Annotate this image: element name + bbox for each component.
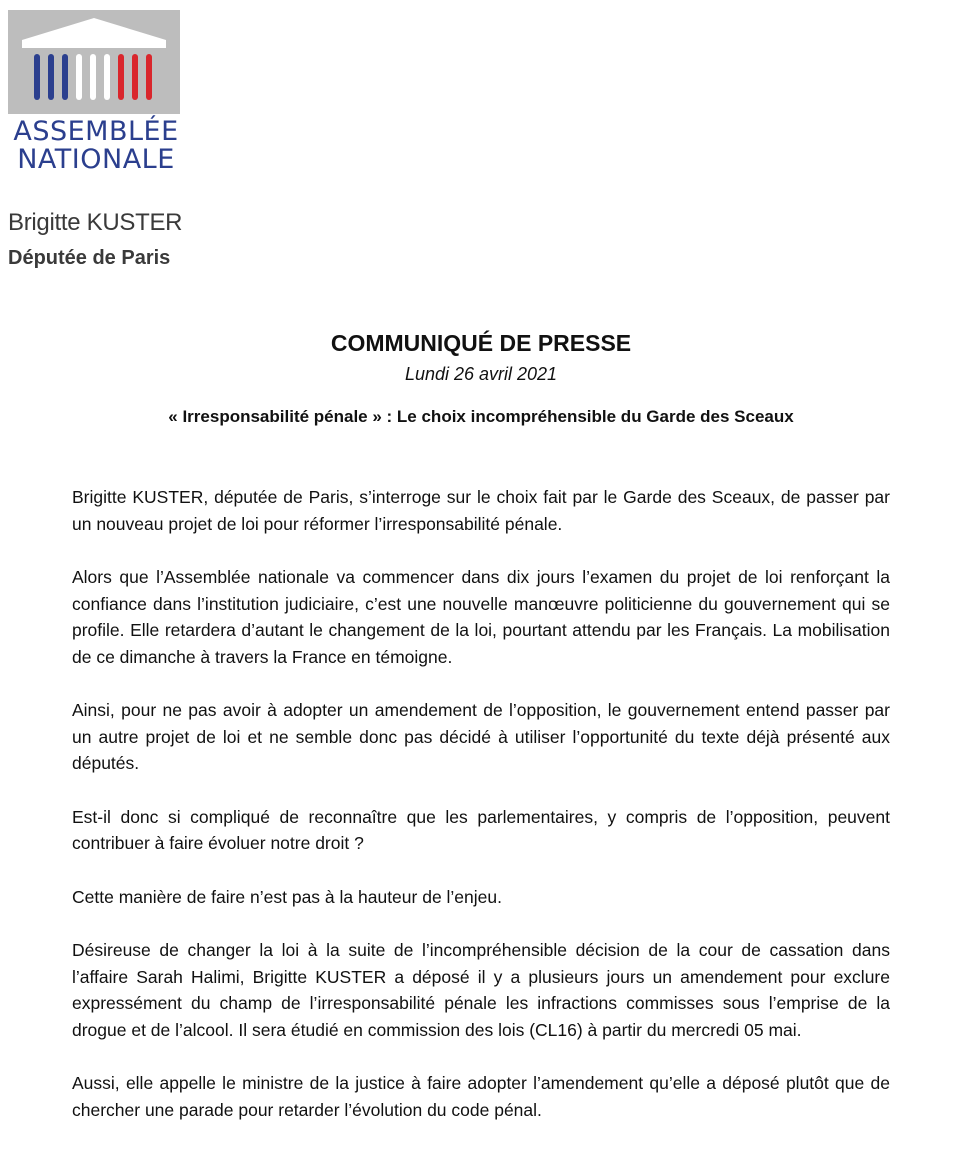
press-release-date: Lundi 26 avril 2021 <box>404 364 558 384</box>
body-paragraph: Cette manière de faire n’est pas à la hauteur de l’enjeu. <box>72 886 502 907</box>
parliament-building-icon <box>8 10 180 114</box>
body-paragraph: Aussi, elle appelle le ministre de la justice à faire adopter l’amendement qu’elle a déposé plutôt que de chercher une parade pour retarder l’évolution du code pénal. <box>72 1073 890 1120</box>
author-role: Députée de Paris <box>8 247 171 269</box>
body-paragraph: Ainsi, pour ne pas avoir à adopter un amendement de l’opposition, le gouvernement entend passer par un autre projet de loi et ne semble donc pas décidé à utiliser l’opportunité du texte déjà présenté aux députés. <box>72 700 890 773</box>
body-paragraph: Alors que l’Assemblée nationale va commencer dans dix jours l’examen du projet de loi renforçant la confiance dans l’institution judiciaire, c’est une nouvelle manœuvre politicienne du gouvernement qui se profile. Elle retardera d’autant le changement de la loi, pourtant attendu par les Français. La mobilisation de ce dimanche à travers la France en témoigne. <box>72 567 890 667</box>
press-release-body <box>72 484 890 1150</box>
body-paragraph: Brigitte KUSTER, députée de Paris, s’interroge sur le choix fait par le Garde des Sceaux, de passer par un nouveau projet de loi pour réformer l’irresponsabilité pénale. <box>72 487 890 534</box>
press-release-title: COMMUNIQUÉ DE PRESSE <box>330 330 632 356</box>
body-paragraph: Désireuse de changer la loi à la suite de l’incompréhensible décision de la cour de cassation dans l’affaire Sarah Halimi, Brigitte KUSTER a déposé il y a plusieurs jours un amendement pour exclure expressément du champ de l’irresponsabilité pénale les infractions commisses sous l’emprise de la drogue et de l’alcool. Il sera étudié en commission des lois (CL16) à partir du mercredi 05 mai. <box>72 940 890 1040</box>
logo-text-nationale: NATIONALE <box>17 144 175 175</box>
assemblee-nationale-logo <box>8 10 182 176</box>
press-release-headline: « Irresponsabilité pénale » : Le choix incompréhensible du Garde des Sceaux <box>168 407 794 426</box>
logo-text-assemblee: ASSEMBLÉE <box>13 116 179 147</box>
author-name: Brigitte KUSTER <box>8 209 183 236</box>
body-paragraph: Est-il donc si compliqué de reconnaître que les parlementaires, y compris de l’opposition, peuvent contribuer à faire évoluer notre droit ? <box>72 806 890 853</box>
